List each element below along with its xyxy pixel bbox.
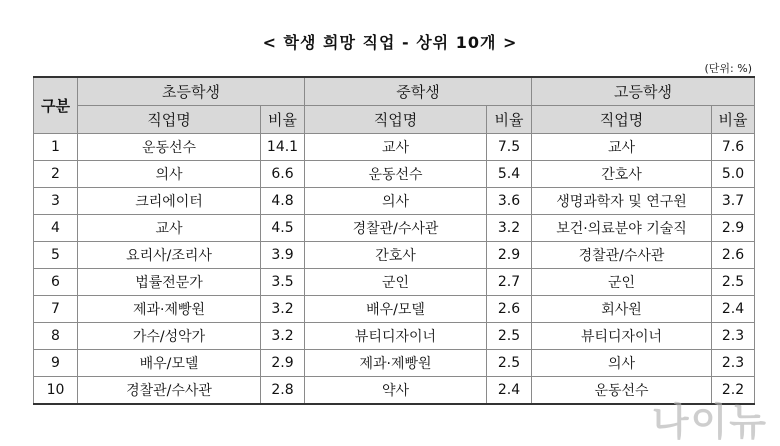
elementary-ratio-cell: 6.6 (261, 161, 305, 188)
middle-job-cell: 경찰관/수사관 (305, 215, 487, 242)
elementary-job-cell: 가수/성악가 (78, 323, 261, 350)
table-row (34, 188, 755, 215)
middle-ratio-cell: 7.5 (487, 134, 532, 161)
header-job: 직업명 (532, 106, 712, 134)
header-group-high: 고등학생 (532, 77, 755, 106)
middle-job-cell: 운동선수 (305, 161, 487, 188)
high-ratio-cell: 7.6 (712, 134, 755, 161)
header-group-elementary: 초등학생 (78, 77, 305, 106)
high-ratio-cell: 3.7 (712, 188, 755, 215)
header-job: 직업명 (305, 106, 487, 134)
elementary-ratio-cell: 3.9 (261, 242, 305, 269)
table-row (34, 215, 755, 242)
elementary-ratio-cell: 2.9 (261, 350, 305, 377)
header-ratio: 비율 (712, 106, 755, 134)
elementary-job-cell: 법률전문가 (78, 269, 261, 296)
elementary-ratio-cell: 3.2 (261, 296, 305, 323)
high-ratio-cell: 2.6 (712, 242, 755, 269)
middle-ratio-cell: 2.7 (487, 269, 532, 296)
middle-ratio-cell: 3.2 (487, 215, 532, 242)
elementary-job-cell: 의사 (78, 161, 261, 188)
middle-job-cell: 제과·제빵원 (305, 350, 487, 377)
rank-cell: 9 (34, 350, 78, 377)
high-job-cell: 의사 (532, 350, 712, 377)
rank-cell: 2 (34, 161, 78, 188)
table-row (34, 350, 755, 377)
table-row (34, 134, 755, 161)
elementary-ratio-cell: 3.2 (261, 323, 305, 350)
middle-ratio-cell: 5.4 (487, 161, 532, 188)
high-job-cell: 생명과학자 및 연구원 (532, 188, 712, 215)
rank-cell: 3 (34, 188, 78, 215)
table-row (34, 242, 755, 269)
table-row (34, 296, 755, 323)
rank-cell: 7 (34, 296, 78, 323)
middle-job-cell: 간호사 (305, 242, 487, 269)
middle-ratio-cell: 2.9 (487, 242, 532, 269)
elementary-job-cell: 운동선수 (78, 134, 261, 161)
elementary-ratio-cell: 4.8 (261, 188, 305, 215)
rank-cell: 10 (34, 377, 78, 405)
high-ratio-cell: 2.4 (712, 296, 755, 323)
middle-ratio-cell: 3.6 (487, 188, 532, 215)
elementary-job-cell: 크리에이터 (78, 188, 261, 215)
middle-job-cell: 뷰티디자이너 (305, 323, 487, 350)
table-body (34, 134, 755, 405)
high-ratio-cell: 2.3 (712, 323, 755, 350)
elementary-job-cell: 경찰관/수사관 (78, 377, 261, 405)
high-ratio-cell: 5.0 (712, 161, 755, 188)
middle-ratio-cell: 2.5 (487, 323, 532, 350)
middle-job-cell: 약사 (305, 377, 487, 405)
high-ratio-cell: 2.9 (712, 215, 755, 242)
watermark-logo: 나이뉴 (651, 400, 768, 444)
elementary-job-cell: 제과·제빵원 (78, 296, 261, 323)
rank-cell: 8 (34, 323, 78, 350)
elementary-job-cell: 교사 (78, 215, 261, 242)
high-job-cell: 뷰티디자이너 (532, 323, 712, 350)
header-ratio: 비율 (261, 106, 305, 134)
page-title: < 학생 희망 직업 - 상위 10개 > (262, 33, 518, 52)
rank-cell: 6 (34, 269, 78, 296)
high-job-cell: 운동선수 (532, 377, 712, 405)
middle-ratio-cell: 2.4 (487, 377, 532, 405)
high-job-cell: 보건·의료분야 기술직 (532, 215, 712, 242)
middle-job-cell: 교사 (305, 134, 487, 161)
header-job: 직업명 (78, 106, 261, 134)
elementary-ratio-cell: 4.5 (261, 215, 305, 242)
elementary-job-cell: 요리사/조리사 (78, 242, 261, 269)
table-row (34, 269, 755, 296)
rank-cell: 5 (34, 242, 78, 269)
rank-cell: 1 (34, 134, 78, 161)
header-ratio: 비율 (487, 106, 532, 134)
rank-cell: 4 (34, 215, 78, 242)
header-group-middle: 중학생 (305, 77, 532, 106)
middle-job-cell: 군인 (305, 269, 487, 296)
career-table (33, 76, 755, 405)
high-ratio-cell: 2.5 (712, 269, 755, 296)
high-job-cell: 군인 (532, 269, 712, 296)
table-row (34, 323, 755, 350)
high-ratio-cell: 2.2 (712, 377, 755, 405)
middle-ratio-cell: 2.6 (487, 296, 532, 323)
high-job-cell: 경찰관/수사관 (532, 242, 712, 269)
elementary-job-cell: 배우/모델 (78, 350, 261, 377)
table-row (34, 161, 755, 188)
high-job-cell: 교사 (532, 134, 712, 161)
high-job-cell: 회사원 (532, 296, 712, 323)
middle-ratio-cell: 2.5 (487, 350, 532, 377)
elementary-ratio-cell: 3.5 (261, 269, 305, 296)
elementary-ratio-cell: 14.1 (261, 134, 305, 161)
table-row (34, 377, 755, 405)
elementary-ratio-cell: 2.8 (261, 377, 305, 405)
header-gubun: 구분 (34, 77, 78, 134)
middle-job-cell: 의사 (305, 188, 487, 215)
unit-note: (단위: %) (704, 62, 752, 75)
middle-job-cell: 배우/모델 (305, 296, 487, 323)
high-ratio-cell: 2.3 (712, 350, 755, 377)
high-job-cell: 간호사 (532, 161, 712, 188)
